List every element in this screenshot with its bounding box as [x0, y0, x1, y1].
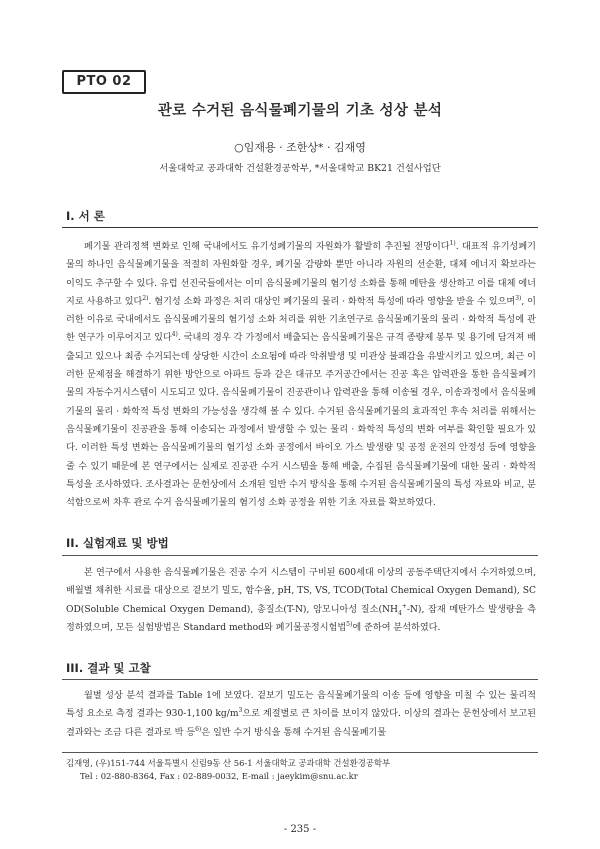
results-paragraph: 월별 성상 분석 결과를 Table 1에 보였다. 겉보기 밀도는 음식물폐기물의 이송 등에 영향을 미칠 수 있는 물리적 특성 요소로 측정 결과는 930-1,100 $kg/m^3$으로 계절별로 큰 차이를 보이지 않았다. 이상의 결과는 문헌상에서 보고된 결과와는 조금 다른 결과로 박 등$^{6)}$은 일반 수거 방식을 통해 수거된 음식물폐기물	[66, 691, 536, 738]
section-rule	[62, 227, 538, 228]
section-rule	[62, 679, 538, 680]
footnote-rule	[62, 752, 538, 753]
paper-title: 관로 수거된 음식물폐기물의 기초 성상 분석	[157, 103, 443, 119]
section-rule	[62, 555, 538, 556]
authors: ○임재용 · 조한상* · 김재영	[234, 141, 366, 154]
methods-paragraph: 본 연구에서 사용한 음식물폐기물은 진공 수거 시스템이 구비된 600세대 이상의 공동주택단지에서 수거하였으며, 배월별 채취한 시료를 대상으로 겉보기 밀도, 함수율, pH, TS, VS, TCOD(Total Chemical Oxygen Demand), SCOD(Soluble Chemical Oxygen Demand), 총질소(T-N), 암모니아성 질소$(NH_4^+-N)$, 잠재 메탄가스 발생량을 측정하였으며, 모든 실험방법은 Standard method와 폐기물공정시험법$^{5)}$에 준하여 분석하였다.	[66, 568, 537, 633]
affiliation: 서울대학교 공과대학 건설환경공학부, *서울대학교 BK21 건설사업단	[159, 163, 441, 174]
intro-paragraph: 폐기물 관리정책 변화로 인해 국내에서도 유기성폐기물의 자원화가 활발히 추진될 전망이다$^{1)}$. 대표적 유기성폐기물의 하나인 음식물폐기물을 적절히 자원화할 경우, 폐기물 감량화 뿐만 아니라 자원의 선순환, 대체 에너지 확보라는 이익도 추구할 수 있다. 유럽 선진국들에서는 이미 음식물폐기물의 혐기성 소화를 통해 메탄을 생산하고 이를 대체 에너지로 사용하고 있다$^{2)}$. 혐기성 소화 과정은 처리 대상인 폐기물의 물리 · 화학적 특성에 따라 영향을 받을 수 있으며$^{3)}$, 이러한 이유로 국내에서도 음식물폐기물의 혐기성 소화 처리를 위한 기초연구로 음식물폐기물의 물리 · 화학적 특성에 관한 연구가 이루어지고 있다$^{4)}$. 국내의 경우 각 가정에서 배출되는 음식물폐기물은 규격 종량제 봉투 및 용기에 담겨져 배출되고 있으나 최종 수거되는데 상당한 시간이 소요됨에 따라 악취발생 및 미관상 불쾌감을 유발시키고 있으며, 최근 이러한 문제점을 해결하기 위한 방안으로 아파트 등과 같은 대규모 주거공간에서는 진공 혹은 압력관을 통한 음식물폐기물의 자동수거시스템이 시도되고 있다. 음식물폐기물이 진공관이나 압력관을 통해 이송될 경우, 이송과정에서 음식물폐기물의 물리 · 화학적 특성 변화의 가능성을 생각해 볼 수 있다. 수거된 음식물폐기물의 효과적인 후속 처리를 위해서는 음식물폐기물이 진공관을 통해 이송되는 과정에서 발생할 수 있는 물리 · 화학적 특성의 변화 여부를 확인할 필요가 있다. 이러한 특성 변화는 음식물폐기물의 혐기성 소화 공정에서 바이오 가스 발생량 및 공정 운전의 안정성 등에 영향을 줄 수 있기 때문에 본 연구에서는 실제로 진공관 수거 시스템을 통해 배출, 수집된 음식물폐기물에 대한 물리 · 화학적 특성을 조사하였다. 조사결과는 문헌상에서 소개된 일반 수거 방식을 통해 수거된 음식물폐기물의 특성 자료와 비교, 분석함으로써 차후 관로 수거 음식물폐기물의 혐기성 소화 공정을 위한 기초 자료를 확보하였다.	[66, 239, 536, 509]
session-badge: PTO 02	[62, 70, 146, 94]
section-heading-methods: II. 실험재료 및 방법	[66, 536, 169, 550]
page-number: - 235 -	[283, 824, 317, 835]
footnote-contact: Tel : 02-880-8364, Fax : 02-889-0032, E-mail : jaeykim@snu.ac.kr	[80, 771, 358, 781]
footnote-address: 김재영, (우)151-744 서울특별시 신림9동 산 56-1 서울대학교 공과대학 건설환경공학부	[66, 758, 391, 768]
section-heading-intro: I. 서 론	[66, 209, 105, 223]
section-heading-results: III. 결과 및 고찰	[66, 661, 151, 675]
